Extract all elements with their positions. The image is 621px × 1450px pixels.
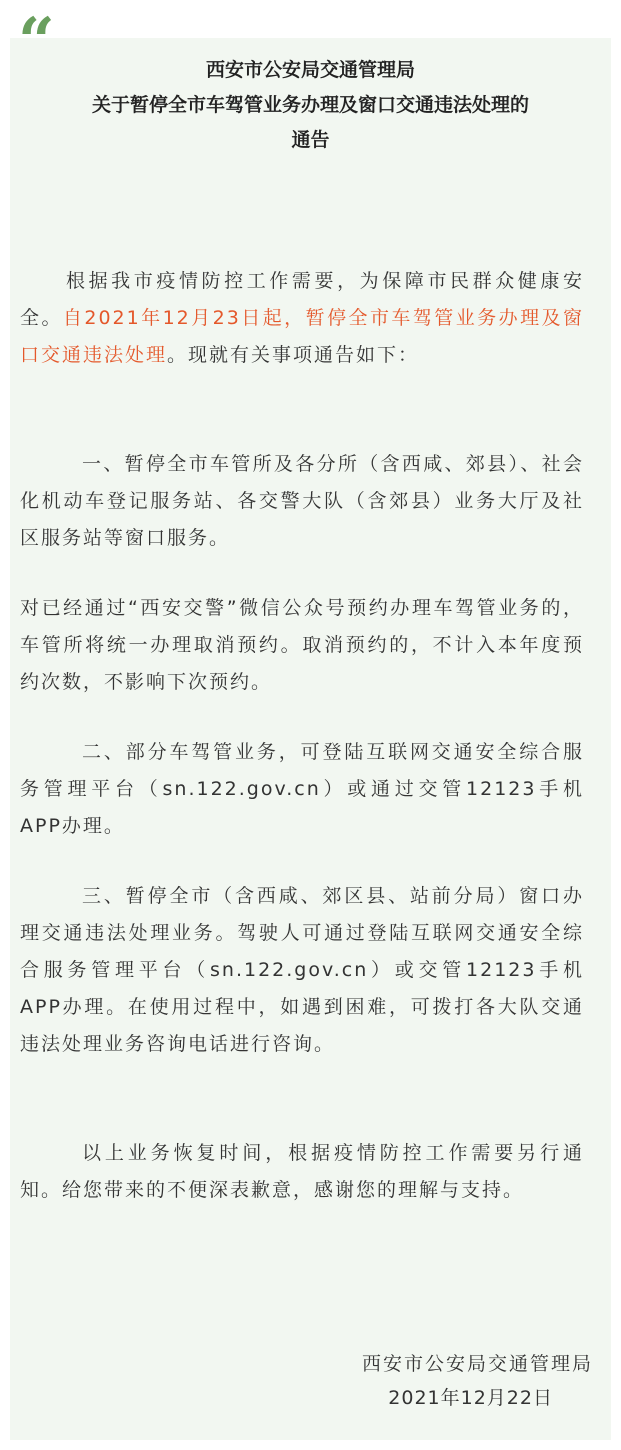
- closing-paragraph: 以上业务恢复时间，根据疫情防控工作需要另行通知。给您带来的不便深表歉意，感谢您的理解与支持。: [20, 1142, 584, 1201]
- signature-date: 2021年12月22日: [388, 1387, 553, 1409]
- item-1-paragraph: 一、暂停全市车管所及各分所（含西咸、郊县）、社会化机动车登记服务站、各交警大队（含郊县）业务大厅及社区服务站等窗口服务。: [20, 453, 584, 549]
- signature-org: 西安市公安局交通管理局: [361, 1353, 593, 1375]
- intro-text-end: 。现就有关事项通告如下：: [167, 344, 420, 366]
- item-1-note-paragraph: 对已经通过“西安交警”微信公众号预约办理车驾管业务的，车管所将统一办理取消预约。取消预约的，不计入本年度预约次数，不影响下次预约。: [20, 597, 584, 693]
- title-line-2: 关于暂停全市车驾管业务办理及窗口交通违法处理的: [91, 94, 529, 116]
- intro-text: 根据我市疫情防控工作需要，为保障市民群众健康安全。: [20, 270, 584, 329]
- intro-highlight: 自2021年12月23日起，暂停全市车驾管业务办理及窗口交通违法处理: [20, 307, 584, 366]
- quote-mark-icon: “: [18, 4, 55, 79]
- item-2-paragraph: 二、部分车驾管业务，可登陆互联网交通安全综合服务管理平台（sn.122.gov.cn）或通过交管12123手机APP办理。: [20, 741, 584, 837]
- title-line-1: 西安市公安局交通管理局: [205, 59, 415, 81]
- intro-paragraph: [20, 263, 584, 374]
- title-line-3: 通告: [291, 129, 330, 151]
- item-3-paragraph: 三、暂停全市（含西咸、郊区县、站前分局）窗口办理交通违法处理业务。驾驶人可通过登陆互联网交通安全综合服务管理平台（sn.122.gov.cn）或交管12123手机APP办理。在使用过程中，如遇到困难，可拨打各大队交通违法处理业务咨询电话进行咨询。: [20, 885, 584, 1055]
- notice-title: [20, 53, 601, 158]
